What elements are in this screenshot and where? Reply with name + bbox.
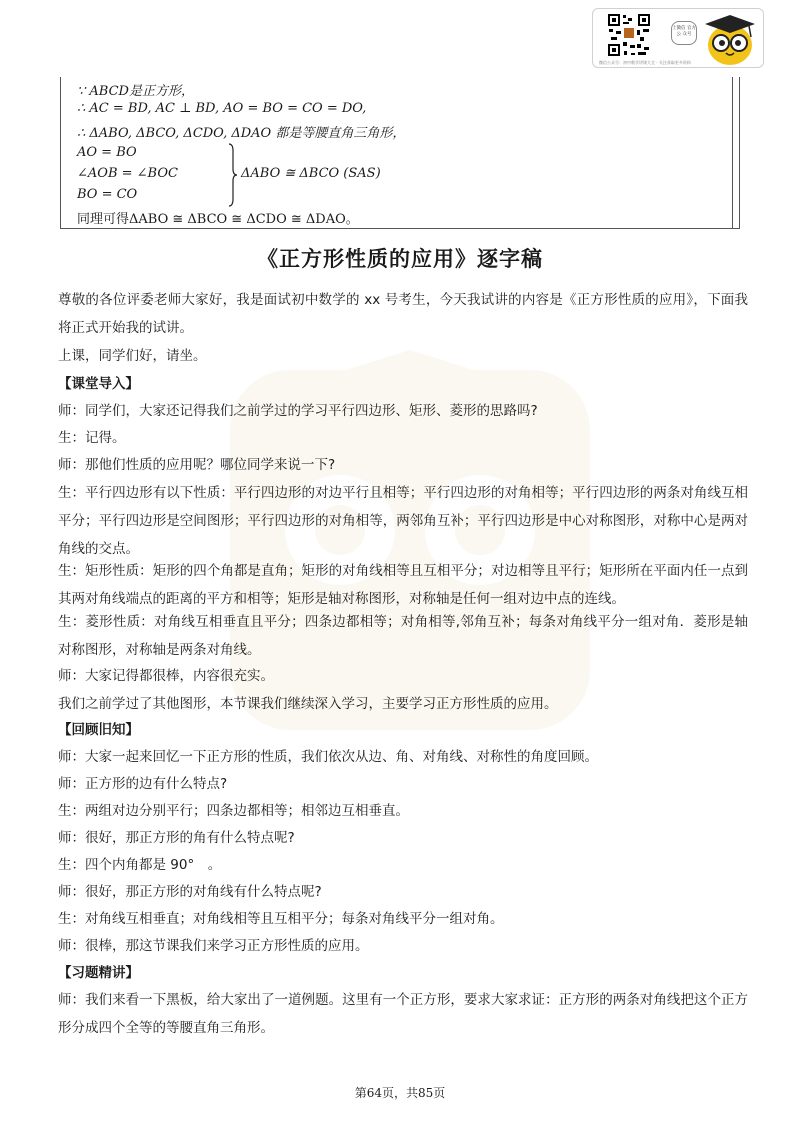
paragraph: 生：记得。: [58, 430, 126, 446]
paragraph: 师：大家一起来回忆一下正方形的性质，我们依次从边、角、对角线、对称性的角度回顾。: [58, 749, 598, 765]
proof-line: AO = BO: [77, 145, 137, 160]
paragraph: 师：正方形的边有什么特点?: [58, 776, 228, 792]
paragraph: 生：四个内角都是 90° 。: [58, 857, 222, 873]
paragraph: 生：两组对边分别平行；四条边都相等；相邻边互相垂直。: [58, 803, 409, 819]
proof-line: BO = CO: [77, 187, 138, 202]
proof-box: [60, 77, 740, 229]
paragraph: 师：大家记得都很棒，内容很充实。: [58, 668, 274, 684]
proof-line: 同理可得ΔABO ≅ ΔBCO ≅ ΔCDO ≅ ΔDAO。: [77, 212, 359, 227]
paragraph-intro: 尊敬的各位评委老师大家好，我是面试初中数学的 xx 号考生，今天我试讲的内容是《正方形性质的应用》，下面我将正式开始我的试讲。: [58, 292, 748, 336]
proof-box-rule: [732, 77, 733, 228]
paragraph: 生：对角线互相垂直；对角线相等且互相平分；每条对角线平分一组对角。: [58, 911, 504, 927]
page-number: 第64页，共85页: [354, 1086, 446, 1100]
proof-line: ∠AOB = ∠BOC: [77, 166, 178, 181]
paragraph: 师：很好，那正方形的角有什么特点呢?: [58, 830, 295, 846]
section-heading: 【回顾旧知】: [58, 722, 139, 738]
qr-code[interactable]: [607, 13, 651, 57]
speech-bubble: 上微信 官方公 众号: [671, 21, 697, 45]
proof-conclusion: ΔABO ≅ ΔBCO (SAS): [241, 166, 381, 181]
paragraph: 师：很棒，那这节课我们来学习正方形性质的应用。: [58, 938, 369, 954]
paragraph: 师：同学们，大家还记得我们之前学过的学习平行四边形、矩形、菱形的思路吗?: [58, 403, 538, 419]
brace-icon: [227, 143, 239, 207]
paragraph: 生：菱形性质：对角线互相垂直且平分；四条边都相等；对角相等,邻角互补；每条对角线平分一组对角．菱形是轴对称图形，对称轴是两条对角线。: [58, 614, 748, 658]
proof-line: ∴ ΔABO, ΔBCO, ΔCDO, ΔDAO 都是等腰直角三角形，: [77, 126, 406, 141]
paragraph: 生：矩形性质：矩形的四个角都是直角；矩形的对角线相等且互相平分；对边相等且平行；矩形所在平面内任一点到其两对角线端点的距离的平方和相等；矩形是轴对称图形，对称轴是任何一组对边中点的连线。: [58, 563, 748, 607]
paragraph: 师：那他们性质的应用呢？哪位同学来说一下?: [58, 457, 336, 473]
paragraph: 我们之前学过了其他图形，本节课我们继续深入学习，主要学习正方形性质的应用。: [58, 696, 558, 712]
section-heading: 【课堂导入】: [58, 376, 139, 392]
proof-line: ∵ ABCD是正方形，: [77, 84, 194, 99]
owl-mascot-icon: [701, 13, 759, 67]
paragraph: 师：很好，那正方形的对角线有什么特点呢?: [58, 884, 322, 900]
section-heading: 【习题精讲】: [58, 965, 139, 981]
qr-caption: 微信公众号：初中数学讲课大全 · 关注获取更多资料: [599, 60, 691, 65]
paragraph: 上课，同学们好，请坐。: [58, 348, 207, 364]
paragraph: 生：平行四边形有以下性质：平行四边形的对边平行且相等；平行四边形的对角相等；平行四边形的两条对角线互相平分；平行四边形是空间图形；平行四边形的对角相等，两邻角互补；平行四边形是中心对称图形，对称中心是两对角线的交点。: [58, 485, 748, 557]
page-title: 《正方形性质的应用》逐字稿: [257, 247, 543, 271]
paragraph: 师：我们来看一下黑板，给大家出了一道例题。这里有一个正方形，要求大家求证：正方形的两条对角线把这个正方形分成四个全等的等腰直角三角形。: [58, 992, 748, 1036]
proof-line: ∴ AC = BD, AC ⊥ BD, AO = BO = CO = DO,: [77, 101, 367, 116]
header-badge: [592, 8, 764, 68]
